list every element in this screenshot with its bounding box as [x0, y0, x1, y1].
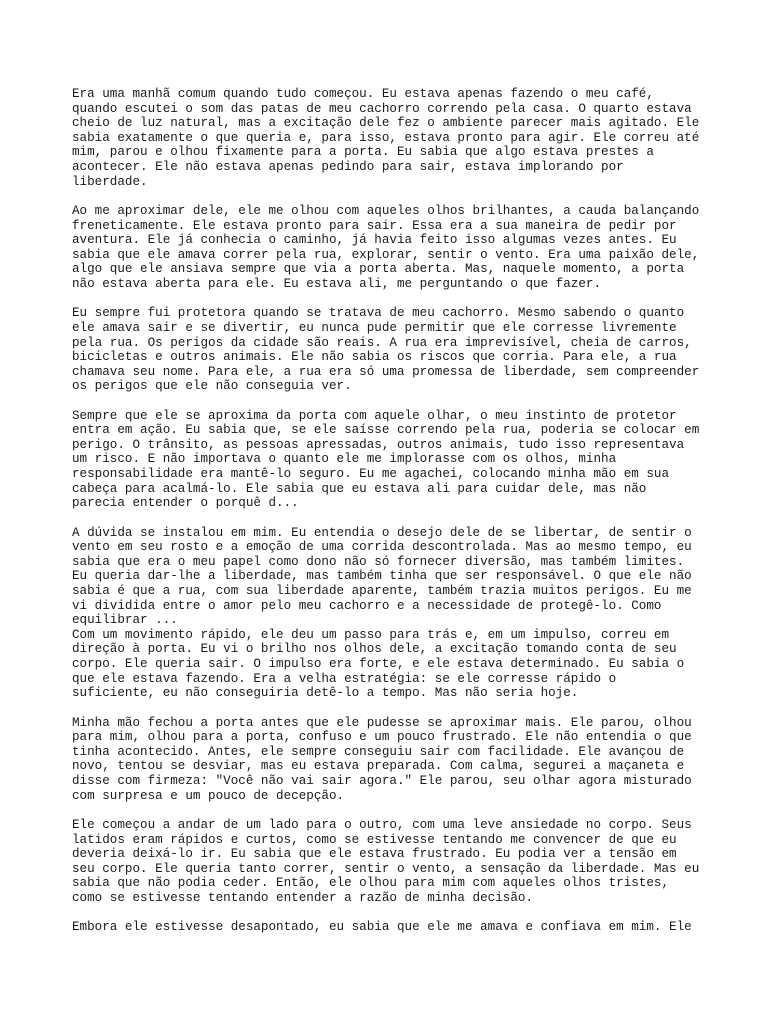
paragraph-8: Ele começou a andar de um lado para o outro, com uma leve ansiedade no corpo. Seus latidos eram rápidos e curtos, como se estivesse tentando me convencer de que eu deveria deixá-lo ir. Eu sabia que ele estava frustrado. Eu podia ver a tensão em seu corpo. Ele queria tanto correr, sentir o vento, a sensação da liberdade. Mas eu sabia que não podia ceder. Então, ele olhou para mim com aqueles olhos tristes, como se estivesse tentando entender a razão de minha decisão. [72, 817, 700, 905]
paragraph-2: Ao me aproximar dele, ele me olhou com aqueles olhos brilhantes, a cauda balançando freneticamente. Ele estava pronto para sair. Essa era a sua maneira de pedir por aventura. Ele já conhecia o caminho, já havia feito isso algumas vezes antes. Eu sabia que ele amava correr pela rua, explorar, sentir o vento. Era uma paixão dele, algo que ele ansiava sempre que via a porta aberta. Mas, naquele momento, a porta não estava aberta para ele. Eu estava ali, me perguntando o que fazer. [72, 203, 700, 291]
paragraph-9: Embora ele estivesse desapontado, eu sabia que ele me amava e confiava em mim. Ele [72, 920, 692, 935]
paragraph-1: Era uma manhã comum quando tudo começou. Eu estava apenas fazendo o meu café, quando escutei o som das patas de meu cachorro correndo pela casa. O quarto estava cheio de luz natural, mas a excitação dele fez o ambiente parecer mais agitado. Ele sabia exatamente o que queria e, para isso, estava pronto para agir. Ele correu até mim, parou e olhou fixamente para a porta. Eu sabia que algo estava prestes a acontecer. Ele não estava apenas pedindo para sair, estava implorando por liberdade. [72, 87, 700, 189]
paragraph-7: Minha mão fechou a porta antes que ele pudesse se aproximar mais. Ele parou, olhou para mim, olhou para a porta, confuso e um pouco frustrado. Ele não entendia o que tinha acontecido. Antes, ele sempre conseguiu sair com facilidade. Ele avançou de novo, tentou se desviar, mas eu estava preparada. Com calma, segurei a maçaneta e disse com firmeza: "Você não vai sair agora." Ele parou, seu olhar agora misturado com surpresa e um pouco de decepção. [72, 715, 692, 803]
document-body [72, 87, 712, 935]
paragraph-3: Eu sempre fui protetora quando se tratava de meu cachorro. Mesmo sabendo o quanto ele amava sair e se divertir, eu nunca pude permitir que ele corresse livremente pela rua. Os perigos da cidade são reais. A rua era imprevisível, cheia de carros, bicicletas e outros animais. Ele não sabia os riscos que corria. Para ele, a rua chamava seu nome. Para ele, a rua era só uma promessa de liberdade, sem compreender os perigos que ele não conseguia ver. [72, 306, 700, 394]
paragraph-6: Com um movimento rápido, ele deu um passo para trás e, em um impulso, correu em direção à porta. Eu vi o brilho nos olhos dele, a excitação tomando conta de seu corpo. Ele queria sair. O impulso era forte, e ele estava determinado. Eu sabia o que ele estava fazendo. Era a velha estratégia: se ele corresse rápido o suficiente, eu não conseguiria detê-lo a tempo. Mas não seria hoje. [72, 627, 685, 701]
paragraph-4: Sempre que ele se aproxima da porta com aquele olhar, o meu instinto de protetor entra em ação. Eu sabia que, se ele saísse correndo pela rua, poderia se colocar em perigo. O trânsito, as pessoas apressadas, outros animais, tudo isso representava um risco. E não importava o quanto ele me implorasse com os olhos, minha responsabilidade era mantê-lo seguro. Eu me agachei, colocando minha mão em sua cabeça para acalmá-lo. Ele sabia que eu estava ali para cuidar dele, mas não parecia entender o porquê d... [72, 408, 700, 511]
paragraph-5: A dúvida se instalou em mim. Eu entendia o desejo dele de se libertar, de sentir o vento em seu rosto e a emoção de uma corrida descontrolada. Mas ao mesmo tempo, eu sabia que era o meu papel como dono não só fornecer diversão, mas também limites. Eu queria dar-lhe a liberdade, mas também tinha que ser responsável. O que ele não sabia é que a rua, com sua liberdade aparente, também trazia muitos perigos. Eu me vi dividida entre o amor pelo meu cachorro e a necessidade de protegê-lo. Como equilibrar ... [72, 525, 692, 628]
